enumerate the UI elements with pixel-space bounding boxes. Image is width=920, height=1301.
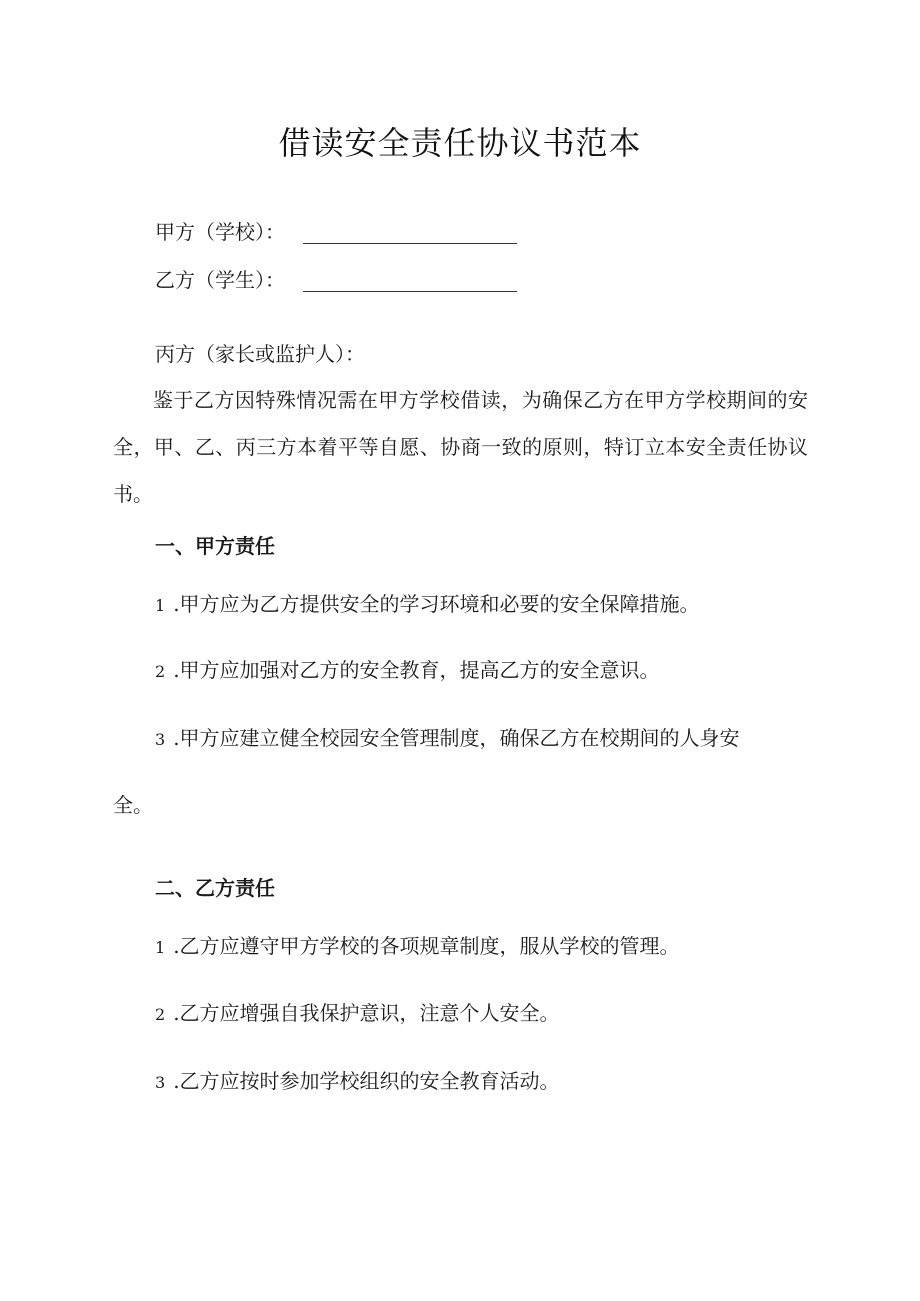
section-2-item-2 bbox=[155, 1001, 560, 1027]
item-number: 3 bbox=[155, 730, 166, 749]
party-c-label: 丙方（家长或监护人）： bbox=[155, 342, 365, 366]
section-2-item-1 bbox=[155, 934, 680, 960]
party-a-blank-line bbox=[303, 223, 517, 244]
intro-paragraph: 鉴于乙方因特殊情况需在甲方学校借读，为确保乙方在甲方学校期间的安全，甲、乙、丙三方本着平等自愿、协商一致的原则，特订立本安全责任协议书。 bbox=[113, 388, 808, 506]
section-2-item-3 bbox=[155, 1069, 560, 1095]
section-1-heading: 一、甲方责任 bbox=[155, 534, 275, 558]
section-1-item-3-continuation: 全。 bbox=[113, 793, 153, 817]
item-text: .甲方应加强对乙方的安全教育，提高乙方的安全意识。 bbox=[173, 658, 660, 682]
item-number: 3 bbox=[155, 1073, 166, 1092]
party-a-row bbox=[155, 220, 517, 244]
party-b-blank-line bbox=[303, 271, 517, 292]
section-1-item-2 bbox=[155, 658, 660, 684]
section-1-item-3 bbox=[155, 726, 740, 752]
item-text: .乙方应增强自我保护意识，注意个人安全。 bbox=[173, 1001, 560, 1025]
item-text: .甲方应建立健全校园安全管理制度，确保乙方在校期间的人身安 bbox=[173, 726, 740, 750]
item-text: .乙方应按时参加学校组织的安全教育活动。 bbox=[173, 1069, 560, 1093]
item-text: .乙方应遵守甲方学校的各项规章制度，服从学校的管理。 bbox=[173, 934, 680, 958]
party-a-label: 甲方（学校）： bbox=[155, 220, 285, 244]
section-1-item-1 bbox=[155, 592, 700, 618]
section-2-heading: 二、乙方责任 bbox=[155, 876, 275, 900]
party-b-row bbox=[155, 268, 517, 292]
party-b-label: 乙方（学生）： bbox=[155, 268, 285, 292]
item-text: .甲方应为乙方提供安全的学习环境和必要的安全保障措施。 bbox=[173, 592, 700, 616]
document-title: 借读安全责任协议书范本 bbox=[278, 124, 642, 162]
item-number: 2 bbox=[155, 1005, 166, 1024]
item-number: 1 bbox=[155, 596, 166, 615]
item-number: 1 bbox=[155, 938, 166, 957]
item-number: 2 bbox=[155, 662, 166, 681]
